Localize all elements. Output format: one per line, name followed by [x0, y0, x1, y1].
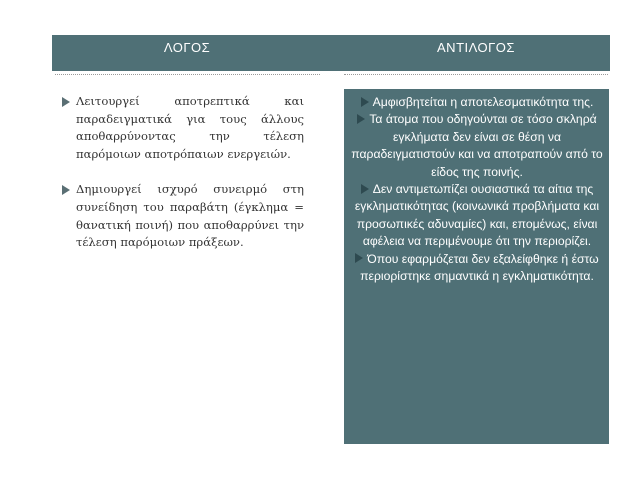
logos-item-text: Δημιουργεί ισχυρό συνειρμό στη συνείδηση του παραβάτη (έγκλημα = θανατική ποινή) που αποθαρρύνει την τέλεση παρόμοιων πράξεων.: [76, 182, 304, 250]
antilogos-item-text: Τα άτομα που οδηγούνται σε τόσο σκληρά εγκλήματα δεν είναι σε θέση να παραδειγματιστούν και να αποτραπούν από το είδος της ποινής.: [351, 112, 603, 179]
header-title-logos: ΛΟΓΟΣ: [163, 40, 211, 55]
arrow-bullet-icon: [62, 97, 70, 107]
divider-right: [344, 74, 608, 75]
divider-left: [55, 74, 320, 75]
arrow-bullet-icon: [355, 253, 363, 263]
logos-item: [62, 93, 304, 163]
antilogos-item-text: Δεν αντιμετωπίζει ουσιαστικά τα αίτια της εγκληματικότητας (κοινωνικά προβλήματα και προσωπικές αδυναμίες) και, επομένως, είναι αφέλεια να περιμένουμε ότι την περιορίζει.: [354, 182, 600, 249]
arrow-bullet-icon: [361, 184, 369, 194]
antilogos-item: [346, 251, 608, 286]
antilogos-item: [346, 181, 608, 251]
arrow-bullet-icon: [62, 185, 70, 195]
logos-item-text: Λειτουργεί αποτρεπτικά και παραδειγματικά για τους άλλους αποθαρρύνοντας την τέλεση παρόμοιων αποτρόπαιων ενεργειών.: [76, 94, 304, 161]
header-title-antilogos: ΑΝΤΙΛΟΓΟΣ: [437, 40, 515, 55]
antilogos-column: [346, 94, 608, 285]
arrow-bullet-icon: [361, 97, 369, 107]
antilogos-item: [346, 94, 608, 111]
header-bar: [52, 35, 610, 71]
antilogos-item-text: Αμφισβητείται η αποτελεσματικότητα της.: [372, 95, 594, 109]
antilogos-item-text: Όπου εφαρμόζεται δεν εξαλείφθηκε ή έστω περιορίστηκε σημαντικά η εγκληματικότητα.: [360, 251, 599, 284]
antilogos-item: [346, 111, 608, 181]
logos-item: [62, 181, 304, 251]
logos-column: [62, 93, 304, 252]
arrow-bullet-icon: [357, 114, 365, 124]
